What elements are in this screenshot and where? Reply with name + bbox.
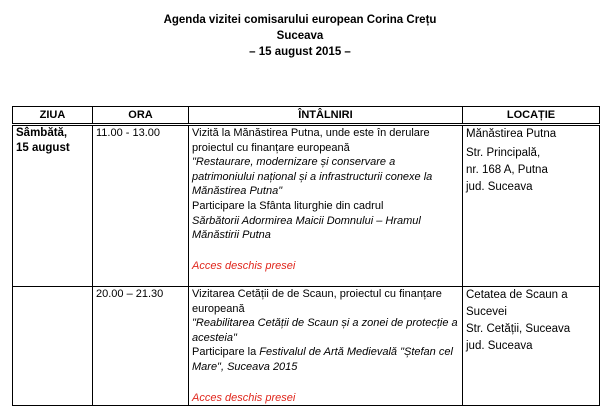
location-line: jud. Suceava	[466, 181, 533, 193]
location-line: nr. 168 A, Putna	[466, 164, 548, 176]
day-date: 15 august	[16, 142, 70, 154]
meeting-cell	[189, 287, 463, 406]
press-access-note: Acces deschis presei	[192, 259, 296, 272]
time-cell: 11.00 - 13.00	[93, 125, 189, 287]
column-header-time: ORA	[93, 107, 189, 125]
meeting-participation	[192, 345, 459, 374]
location-line: Mănăstirea Putna	[466, 128, 557, 140]
day-cell	[13, 125, 93, 287]
column-header-meetings: ÎNTÂLNIRI	[189, 107, 463, 125]
table-row	[13, 125, 600, 287]
meeting-event: Festivalul de Artă Medievală "Ștefan cel Mare", Suceava 2015	[192, 346, 453, 373]
location-line: Cetatea de Scaun a Sucevei	[466, 289, 568, 318]
meeting-intro: Vizită la Mănăstirea Putna, unde este în derulare proiectul cu finanțare europeană	[192, 127, 430, 154]
location-cell	[463, 125, 600, 287]
press-access-note: Acces deschis presei	[192, 391, 296, 404]
meeting-project: "Restaurare, modernizare și conservare a patrimoniului național și a infrastructurii conexe la Mănăstirea Putna"	[192, 156, 433, 198]
time-cell: 20.00 – 21.30	[93, 287, 189, 406]
meeting-event: Sărbătorii Adormirea Maicii Domnului – Hramul Mănăstirii Putna	[192, 214, 421, 242]
table-header-row	[13, 107, 600, 125]
day-cell	[13, 287, 93, 406]
day-name: Sâmbătă,	[16, 127, 68, 139]
document-date: – 15 august 2015 –	[249, 46, 351, 58]
location-line: Str. Principală,	[466, 147, 541, 159]
table-row	[13, 287, 600, 406]
agenda-table	[12, 106, 600, 406]
column-header-location: LOCAȚIE	[463, 107, 600, 125]
document-header	[0, 12, 600, 60]
meeting-participation: Participare la Sfânta liturghie din cadrul	[192, 199, 384, 212]
meeting-participation-intro: Participare la	[192, 346, 257, 359]
location-cell	[463, 287, 600, 406]
meeting-project: "Reabilitarea Cetății de Scaun și a zonei de protecție a acesteia"	[192, 317, 458, 344]
location-line: Str. Cetății, Suceava	[466, 323, 571, 335]
document-city: Suceava	[276, 30, 324, 42]
document-title: Agenda vizitei comisarului european Corina Crețu	[163, 14, 437, 26]
column-header-day: ZIUA	[13, 107, 93, 125]
meeting-cell	[189, 125, 463, 287]
location-line: jud. Suceava	[466, 340, 533, 352]
meeting-intro: Vizitarea Cetății de de Scaun, proiectul cu finanțare europeană	[192, 288, 442, 315]
